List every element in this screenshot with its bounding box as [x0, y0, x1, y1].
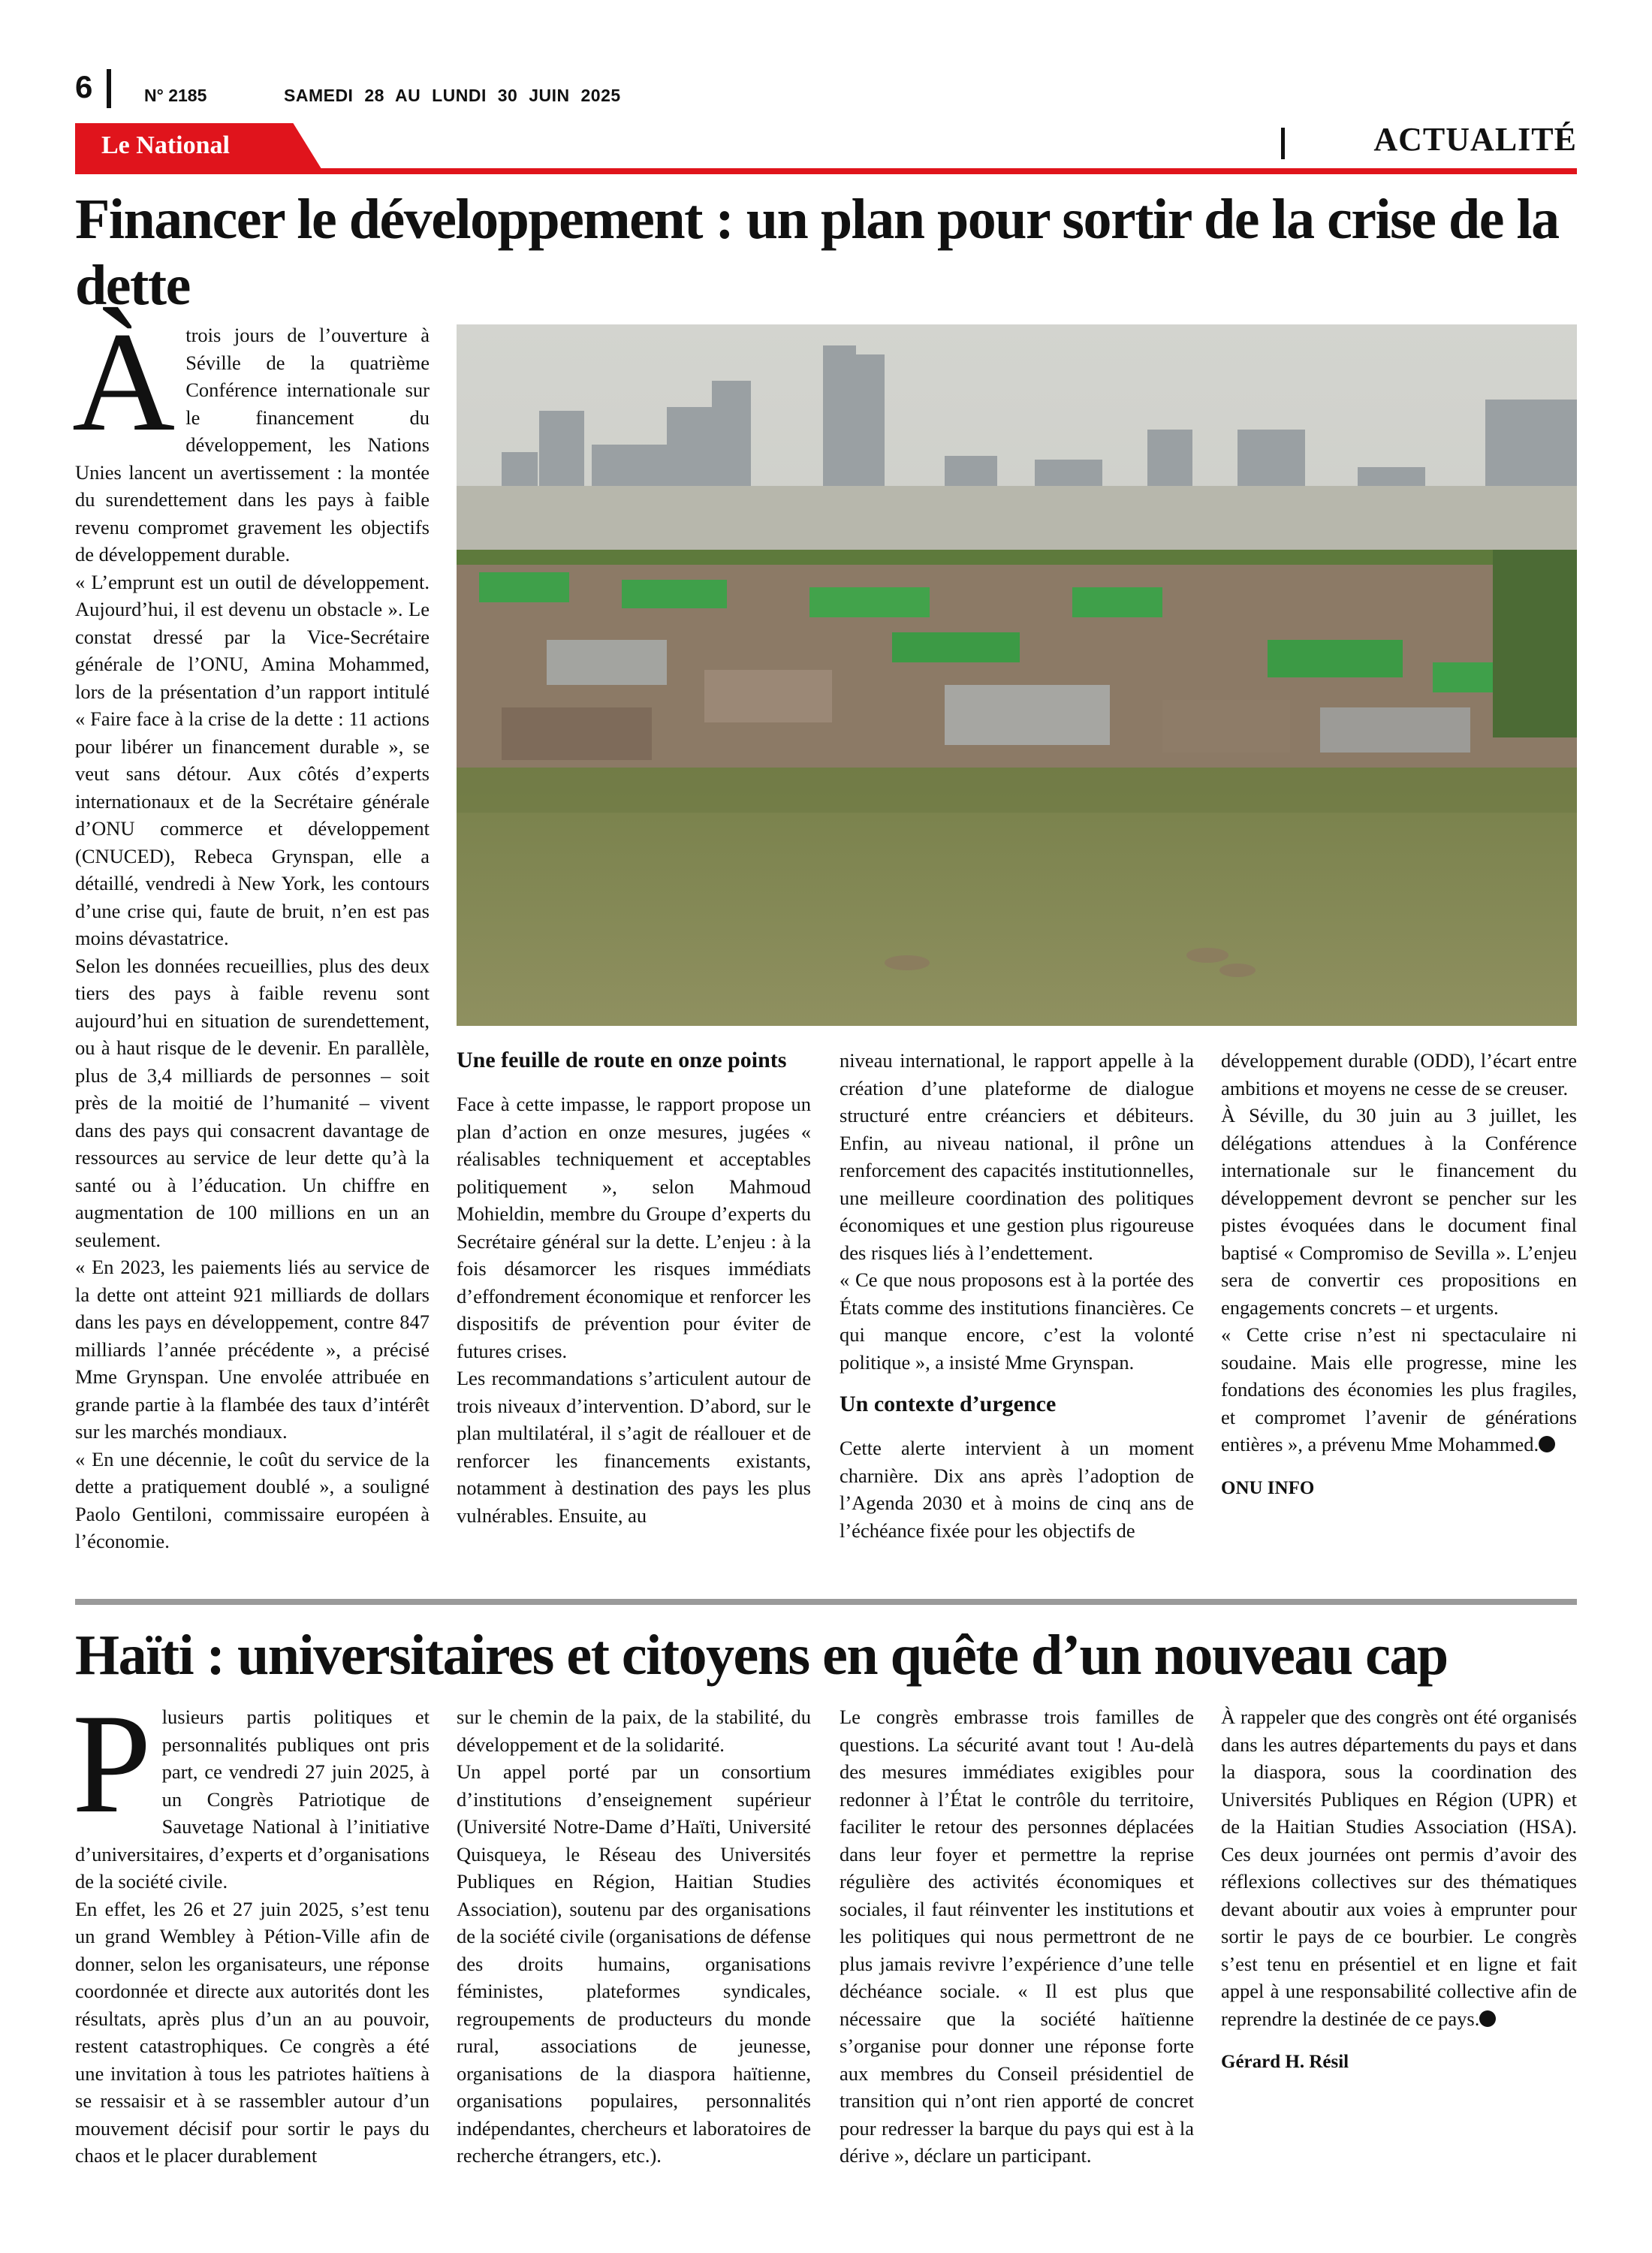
paragraph: trois jours de l’ouverture à Séville de la quatrième Conférence internationale sur le financement du développement, les Nations Unies lancent un avertissement : la montée du surendettement dans les pays à faible revenu compromet gravement les objectifs de développement durable.	[75, 324, 430, 566]
paragraph: Les recommandations s’articulent autour de trois niveaux d’intervention. D’abord, sur le plan multilatéral, il s’agit de réallouer et de renforcer les financements existants, notamment à destination des pays les plus vulnérables. Ensuite, au	[457, 1367, 811, 1527]
article2-signature: Gérard H. Résil	[1221, 2052, 1349, 2072]
paragraph: Un appel porté par un consortium d’institutions d’enseignement supérieur (Université Notre-Dame d’Haïti, Université Quisqueya, le Réseau des Universités Publiques en Région, Haitian Studies Association), soutenu par des organisations de la société civile (organisations de défense des droits humains, organisations féministes, plateformes syndicales, regroupements de producteurs du monde rural, associations de jeunesse, organisations de la diaspora haïtienne, organisations populaires, personnalités indépendantes, chercheurs et laboratoires de recherche étrangers, etc.).	[457, 1760, 811, 2167]
drop-cap: À	[72, 303, 176, 461]
brand-name: Le National	[101, 131, 230, 159]
article2-column-2	[457, 1703, 811, 2170]
paragraph: sur le chemin de la paix, de la stabilité, du développement et de la solidarité.	[457, 1706, 811, 1756]
article2-headline: Haïti : universitaires et citoyens en quête d’un nouveau cap	[75, 1624, 1448, 1687]
page-number-divider	[107, 69, 111, 108]
paragraph: « L’emprunt est un outil de développement. Aujourd’hui, il est devenu un obstacle ». Le constat dressé par la Vice-Secrétaire générale de l’ONU, Amina Mohammed, lors de la présentation d’un rapport intitulé « Faire face à la crise de la dette : 11 actions pour libérer un financement durable », se veut sans détour. Aux côtés d’experts internationaux et de la Secrétaire générale d’ONU commerce et développement (CNUCED), Rebeca Grynspan, elle a détaillé, vendredi à New York, les contours d’une crise qui, faute de bruit, n’en est pas moins dévastatrice.	[75, 570, 430, 949]
article1-column-3	[840, 1047, 1194, 1544]
end-mark-icon	[1479, 2010, 1496, 2027]
issue-date: SAMEDI 28 AU LUNDI 30 JUIN 2025	[284, 86, 621, 105]
article1-photo	[457, 324, 1577, 1026]
section-label: ACTUALITÉ	[1373, 121, 1577, 158]
paragraph: Cette alerte intervient à un moment charnière. Dix ans après l’adoption de l’Agenda 2030 et à moins de cinq ans de l’échéance fixée pour les objectifs de	[840, 1437, 1194, 1542]
paragraph: Face à cette impasse, le rapport propose un plan d’action en onze mesures, jugées « réalisables techniquement et acceptables politiquement », selon Mahmoud Mohieldin, membre du Groupe d’experts du Secrétaire général sur la dette. L’enjeu : à la fois désamorcer les risques immédiats d’effondrement économique et renforcer les dispositifs de prévention pour éviter de futures crises.	[457, 1093, 811, 1362]
article2-column-4	[1221, 1703, 1577, 2077]
paragraph: « En 2023, les paiements liés au service de la dette ont atteint 921 milliards de dollars dans les pays en développement, contre 847 milliards l’année précédente », a précisé Mme Grynspan. Une envolée attribuée en grande partie à la flambée des taux d’intérêt sur les marchés mondiaux.	[75, 1256, 430, 1443]
paragraph: En effet, les 26 et 27 juin 2025, s’est tenu un grand Wembley à Pétion-Ville afin de donner, selon les organisateurs, une réponse coordonnée et directe aux autorités dont les résultats, après plus d’un an au pouvoir, restent catastrophiques. Ce congrès a été une invitation à tous les patriotes haïtiens à se ressaisir et à se rassembler autour d’un mouvement décisif pour sortir le pays du chaos et le placer durablement	[75, 1897, 430, 2167]
article1-column-1	[72, 303, 430, 1555]
paragraph: À Séville, du 30 juin au 3 juillet, les délégations attendues à la Conférence internationale sur le financement du développement devront se pencher sur les pistes évoquées dans le document final baptisé « Compromiso de Sevilla ». L’enjeu sera de convertir ces propositions en engagements concrets – et urgents.	[1221, 1104, 1577, 1319]
paragraph: niveau international, le rapport appelle à la création d’une plateforme de dialogue structuré entre créanciers et débiteurs. Enfin, au niveau national, il prône un renforcement des capacités institutionnelles, une meilleure coordination des politiques économiques et une gestion plus rigoureuse des risques liés à l’endettement.	[840, 1049, 1194, 1264]
article2-column-3	[840, 1703, 1194, 2170]
article2-column-1	[72, 1685, 430, 2170]
drop-cap: P	[72, 1685, 152, 1843]
page-number: 6	[75, 69, 93, 104]
paragraph: « En une décennie, le coût du service de la dette a pratiquement doublé », a souligné Paolo Gentiloni, commissaire européen à l’économie.	[75, 1447, 430, 1552]
paragraph-text: À rappeler que des congrès ont été organisés dans les autres départements du pays et dans la diaspora, sous la coordination des Universités Publiques en Région (UPR) et de la Haitian Studies Association (HSA). Ces deux journées ont permis d’avoir des réflexions collectives sur des thématiques devant aboutir aux voies à emprunter pour sortir le pays de ce bourbier. Le congrès s’est tenu en présentiel et en ligne et fait appel à une responsabilité collective afin de reprendre la destinée de ce pays.	[1221, 1706, 1577, 2030]
paragraph: lusieurs partis politiques et personnalités publiques ont pris part, ce vendredi 27 juin 2025, à un Congrès Patriotique de Sauvetage National à l’initiative d’universitaires, d’experts et d’organisations de la société civile.	[75, 1706, 430, 1893]
issue-number: N° 2185	[144, 86, 207, 105]
paragraph	[1221, 1703, 1577, 2032]
article1-subhead-2: Un contexte d’urgence	[840, 1392, 1057, 1416]
paragraph: Selon les données recueillies, plus des deux tiers des pays à faible revenu sont aujourd’hui en situation de surendettement, ou à haut risque de le devenir. En parallèle, plus de 3,4 milliards de personnes – soit près de la moitié de l’humanité – vivent dans des pays qui consacrent davantage de ressources au service de leur dette qu’à la santé ou à l’éducation. Un chiffre en augmentation de 100 millions en un an seulement.	[75, 954, 430, 1251]
article1-column-2	[457, 1047, 811, 1529]
paragraph: développement durable (ODD), l’écart entre ambitions et moyens ne cesse de se creuser.	[1221, 1049, 1577, 1099]
article-separator	[75, 1599, 1577, 1605]
paragraph	[1221, 1321, 1577, 1458]
end-mark-icon	[1539, 1436, 1555, 1452]
paragraph-text: « Cette crise n’est ni spectaculaire ni soudaine. Mais elle progresse, mine les fondations des économies les plus fragiles, et compromet l’avenir de générations entières », a prévenu Mme Mohammed.	[1221, 1323, 1577, 1455]
paragraph: « Ce que nous proposons est à la portée des États comme des institutions financières. Ce qui manque encore, c’est la volonté politique », a insisté Mme Grynspan.	[840, 1268, 1194, 1374]
article1-signature: ONU INFO	[1221, 1477, 1315, 1498]
header-red-rule	[75, 168, 1577, 174]
section-divider	[1281, 128, 1285, 159]
paragraph: Le congrès embrasse trois familles de questions. La sécurité avant tout ! Au-delà des mesures immédiates exigibles pour redonner à l’État le contrôle du territoire, faciliter le retour des personnes déplacées dans leur foyer et permettre la reprise régulière des activités économiques et sociales, il faut réinventer les institutions et les politiques qui nous permettront de ne plus jamais revivre l’expérience d’une telle déchéance sociale. « Il est plus que nécessaire que la société haïtienne s’organise pour donner une réponse forte aux membres du Conseil présidentiel de transition qui n’ont rien apporté de concret pour redresser la barque du pays qui est à la dérive », déclare un participant.	[840, 1706, 1194, 2167]
article1-headline: Financer le développement : un plan pour sortir de la crise de la dette	[75, 188, 1559, 317]
article1-column-4	[1221, 1047, 1577, 1502]
article1-subhead-1: Une feuille de route en onze points	[457, 1048, 787, 1072]
